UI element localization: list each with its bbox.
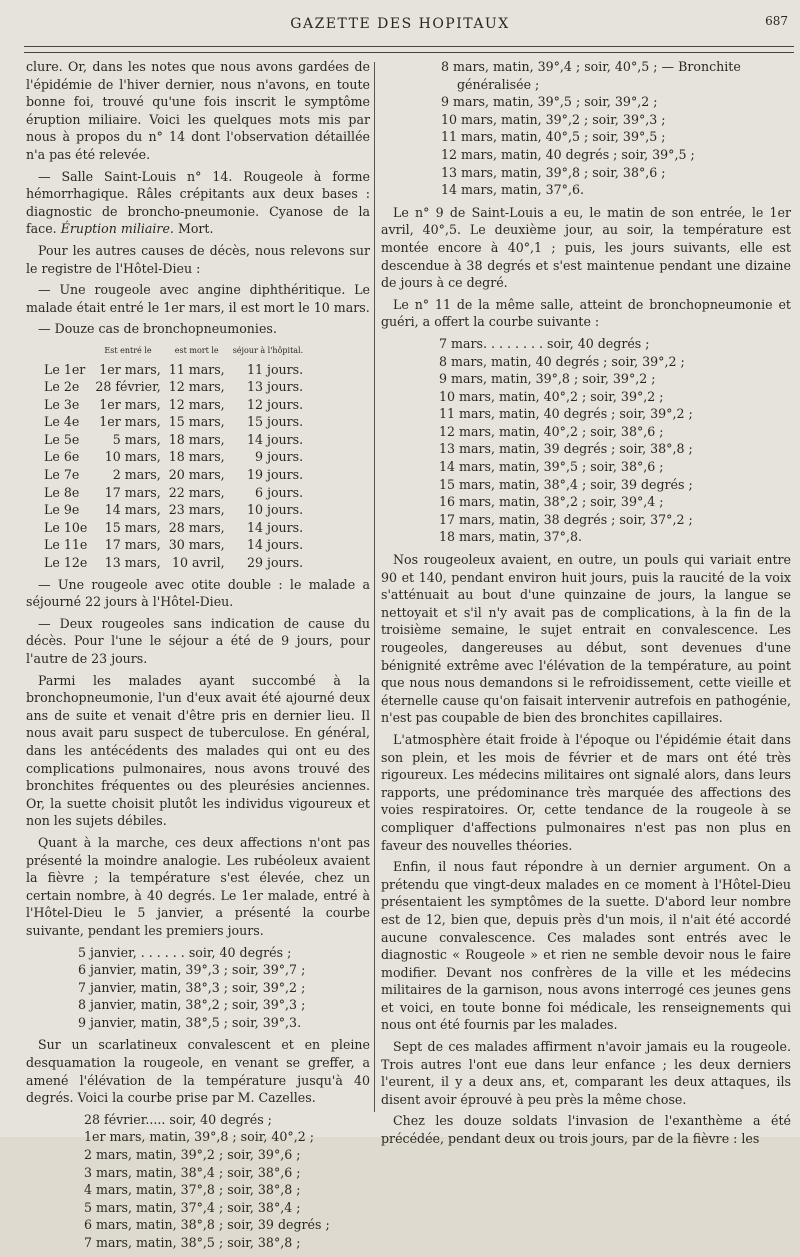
paragraph: L'atmosphère était froide à l'époque ou l'épidémie était dans son plein, et les mois de février et de mars ont été très rigoureux. Les médecins militaires ont signalé alors, dans leurs rapports, une prédominance très marquée des affections des voies respiratoires. Or, cette tendance de la rougeole à se compliquer d'affections pulmonaires n'est pas non plus en faveur des nouvelles théories.	[381, 731, 791, 853]
curve-line: 12 mars, matin, 40 degrés ; soir, 39°,5 ;	[441, 146, 695, 162]
curve-line: 16 mars, matin, 38°,2 ; soir, 39°,4 ;	[439, 494, 664, 510]
table-cell: Le 8e	[44, 484, 80, 500]
curve-line: 1er mars, matin, 39°,8 ; soir, 40°,2 ;	[84, 1129, 314, 1145]
curve-line: 11 mars, matin, 40 degrés ; soir, 39°,2 ;	[439, 406, 693, 422]
curve-line: 9 mars, matin, 39°,5 ; soir, 39°,2 ;	[441, 94, 658, 110]
curve-line: 7 janvier, matin, 38°,3 ; soir, 39°,2 ;	[78, 979, 306, 995]
paragraph: — Deux rougeoles sans indication de cause du décès. Pour l'une le séjour a été de 9 jours, pour l'autre de 23 jours.	[26, 615, 370, 666]
paragraph: Chez les douze soldats l'invasion de l'exanthème a été précédée, pendant deux ou trois jours, par de la fièvre : les	[381, 1113, 791, 1147]
curve-line: 2 mars, matin, 39°,2 ; soir, 39°,6 ;	[84, 1147, 301, 1163]
table-cell: 10 jours.	[247, 502, 304, 518]
table-body	[40, 361, 307, 572]
curve-line: 6 mars, matin, 38°,8 ; soir, 39 degrés ;	[84, 1217, 330, 1233]
curve-line: 15 mars, matin, 38°,4 ; soir, 39 degrés ;	[439, 476, 693, 492]
curve-line: 3 mars, matin, 38°,4 ; soir, 38°,6 ;	[84, 1164, 301, 1180]
table-row	[40, 378, 307, 396]
paragraph: Pour les autres causes de décès, nous relevons sur le registre de l'Hôtel-Dieu :	[26, 242, 370, 276]
curve-line: 14 mars, matin, 37°,6.	[441, 182, 584, 198]
table-row	[40, 554, 307, 572]
curve-line: 13 mars, matin, 39 degrés ; soir, 38°,8 ;	[439, 441, 693, 457]
temperature-curve-3	[381, 335, 791, 546]
paragraph: Sept de ces malades affirment n'avoir jamais eu la rougeole. Trois autres l'ont eue dans leur enfance ; les deux derniers l'eurent, il y a deux ans, et, comparant les deux attaques, ils disent avoir éprouvé à peu près la même chose.	[381, 1039, 791, 1107]
paragraph: — Une rougeole avec otite double : le malade a séjourné 22 jours à l'Hôtel-Dieu.	[26, 576, 370, 610]
table-cell: 12 mars,	[168, 379, 225, 395]
table-row	[40, 361, 307, 379]
paragraph: clure. Or, dans les notes que nous avons gardées de l'épidémie de l'hiver dernier, nous n'avons, en toute bonne foi, trouvé qu'une fois inscrit le symptôme éruption miliaire. Voici les quelques mots mis par nous à propos du n° 14 dont l'observation détaillée n'a pas été relevée.	[26, 59, 370, 162]
table-cell: 23 mars,	[168, 502, 225, 518]
curve-line: 4 mars, matin, 37°,8 ; soir, 38°,8 ;	[84, 1182, 301, 1198]
table-cell: 14 jours.	[247, 537, 304, 553]
table-cell: 1er mars,	[99, 361, 161, 377]
table-cell: 30 mars,	[168, 537, 225, 553]
table-row	[40, 484, 307, 502]
paragraph: Nos rougeoleux avaient, en outre, un pouls qui variait entre 90 et 140, pendant environ huit jours, puis la raucité de la voix s'atténuait au bout d'une quinzaine de jours, la langue se nettoyait et s'il n'y avait pas de complications, à la fin de la troisième semaine, le sujet entrait en convalescence. Les rougeoles, dangereuses au début, sont devenues d'une bénignité extrême avec l'élévation de la température, au point que nous nous demandons si le refroidissement, cette vieille et éternelle cause qu'on faisait intervenir autrefois en pathogénie, n'est pas coupable de bien des bronchites capillaires.	[381, 552, 791, 726]
table-cell: Le 4e	[44, 414, 80, 430]
table-cell: Le 2e	[44, 379, 80, 395]
curve-line: 5 mars, matin, 37°,4 ; soir, 38°,4 ;	[84, 1199, 301, 1215]
table-cell: 12 mars,	[168, 396, 225, 412]
table-cell: Le 1er	[44, 361, 86, 377]
table-cell: 13 mars,	[104, 555, 161, 571]
table-cell: 17 mars,	[104, 537, 161, 553]
bronchopneumonia-table	[40, 342, 307, 572]
table-cell: 6 jours.	[255, 484, 304, 500]
curve-line: 8 mars, matin, 39°,4 ; soir, 40°,5 ; — Bronchite généralisée ;	[441, 59, 741, 92]
temperature-curve-1	[26, 944, 370, 1032]
table-cell: 18 mars,	[168, 449, 225, 465]
page-header	[0, 14, 800, 38]
paragraph-case-14	[26, 168, 370, 238]
right-column	[381, 58, 791, 1152]
paragraph: Le n° 11 de la même salle, atteint de bronchopneumonie et guéri, a offert la courbe suivante :	[381, 296, 791, 330]
paragraph: — Une rougeole avec angine diphthéritique. Le malade était entré le 1er mars, il est mort le 10 mars.	[26, 282, 370, 315]
case-emphasis: Éruption miliaire.	[60, 221, 174, 237]
curve-line: 18 mars, matin, 37°,8.	[439, 529, 582, 545]
running-title: GAZETTE DES HOPITAUX	[290, 16, 510, 32]
table-cell: 2 mars,	[112, 467, 161, 483]
paragraph: Quant à la marche, ces deux affections n'ont pas présenté la moindre analogie. Les rubéoleux avaient la fièvre ; la température s'est élevée, chez un certain nombre, à 40 degrés. Le 1er malade, entré à l'Hôtel-Dieu le 5 janvier, a présenté la courbe suivante, pendant les premiers jours.	[26, 834, 370, 938]
curve-line: 7 mars, matin, 38°,5 ; soir, 38°,8 ;	[84, 1235, 301, 1250]
table-cell: 28 février,	[95, 379, 161, 395]
table-cell: 14 mars,	[104, 502, 161, 518]
paragraph: — Douze cas de bronchopneumonies.	[38, 321, 277, 337]
table-cell: 15 mars,	[168, 414, 225, 430]
table-cell: 15 mars,	[104, 519, 161, 535]
table-cell: 13 jours.	[247, 379, 304, 395]
table-row	[40, 396, 307, 414]
temperature-curve-2	[26, 1111, 370, 1252]
left-column	[26, 58, 370, 1257]
curve-line: 13 mars, matin, 39°,8 ; soir, 38°,6 ;	[441, 164, 666, 180]
table-cell: 19 jours.	[247, 467, 304, 483]
table-cell: 11 jours.	[247, 361, 304, 377]
table-cell: Le 12e	[44, 555, 88, 571]
paragraph: Parmi les malades ayant succombé à la bronchopneumonie, l'un d'eux avait été ajourné deux ans de suite et venait d'être pris en dernier lieu. Il nous avait paru suspect de tuberculose. En général, dans les antécédents des malades qui ont eu des complications pulmonaires, nous avons trouvé des bronchites fréquentes ou des pleurésies anciennes. Or, la suette choisit plutôt les individus vigoureux et non les sujets débiles.	[26, 672, 370, 829]
curve-line: 9 janvier, matin, 38°,5 ; soir, 39°,3.	[78, 1014, 302, 1030]
curve-line: 9 mars, matin, 39°,8 ; soir, 39°,2 ;	[439, 371, 656, 387]
curve-line: 28 février..... soir, 40 degrés ;	[84, 1111, 272, 1127]
paragraph: Sur un scarlatineux convalescent et en pleine desquamation la rougeole, en venant se greffer, a amené l'élévation de la température jusqu'à 40 degrés. Voici la courbe prise par M. Cazelles.	[26, 1037, 370, 1106]
curve-line: 5 janvier, . . . . . . soir, 40 degrés ;	[78, 944, 292, 960]
table-cell: 17 mars,	[104, 484, 161, 500]
curve-line: 14 mars, matin, 39°,5 ; soir, 38°,6 ;	[439, 459, 664, 475]
table-cell: Le 9e	[44, 502, 80, 518]
table-cell: 1er mars,	[99, 396, 161, 412]
column-header: séjour à l'hôpital.	[232, 345, 304, 355]
paragraph: Le n° 9 de Saint-Louis a eu, le matin de son entrée, le 1er avril, 40°,5. Le deuxième jour, au soir, la température est montée encore à 40°,1 ; puis, les jours suivants, elle est descendue à 38 degrés et s'est maintenue pendant une dizaine de jours à ce degré.	[381, 204, 791, 291]
table-cell: 28 mars,	[168, 519, 225, 535]
table-cell: Le 3e	[44, 396, 80, 412]
table-cell: 9 jours.	[255, 449, 304, 465]
curve-line: 10 mars, matin, 40°,2 ; soir, 39°,2 ;	[439, 388, 664, 404]
table-row	[40, 466, 307, 484]
case-text: — Salle Saint-Louis n° 14. Rougeole à forme hémorrhagique. Râles crépitants aux deux bases : diagnostic de broncho-pneumonie. Cyanose de la face.	[26, 168, 370, 237]
column-header: est mort le	[174, 345, 219, 355]
table-cell: 1er mars,	[99, 414, 161, 430]
table-row	[40, 536, 307, 554]
table-cell: 20 mars,	[168, 467, 225, 483]
curve-line: 10 mars, matin, 39°,2 ; soir, 39°,3 ;	[441, 111, 666, 127]
curve-line: 7 mars. . . . . . . . soir, 40 degrés ;	[439, 335, 650, 351]
curve-line: 11 mars, matin, 40°,5 ; soir, 39°,5 ;	[441, 129, 666, 145]
table-row	[40, 519, 307, 537]
table-cell: 15 jours.	[247, 414, 304, 430]
curve-line: 8 janvier, matin, 38°,2 ; soir, 39°,3 ;	[78, 997, 306, 1013]
table-cell: 29 jours.	[247, 555, 304, 571]
curve-line: 6 janvier, matin, 39°,3 ; soir, 39°,7 ;	[78, 962, 306, 978]
table-row	[40, 501, 307, 519]
table-cell: 18 mars,	[168, 431, 225, 447]
table-row	[40, 431, 307, 449]
table-cell: 14 jours.	[247, 519, 304, 535]
case-end: Mort.	[177, 221, 214, 237]
table-cell: Le 11e	[44, 537, 88, 553]
table-row	[40, 413, 307, 431]
table-cell: 10 avril,	[171, 555, 225, 571]
table-cell: Le 6e	[44, 449, 80, 465]
table-cell: 11 mars,	[168, 361, 225, 377]
curve-line: 8 mars, matin, 40 degrés ; soir, 39°,2 ;	[439, 353, 685, 369]
table-cell: 10 mars,	[104, 449, 161, 465]
table-row	[40, 448, 307, 466]
paragraph: Enfin, il nous faut répondre à un dernier argument. On a prétendu que vingt-deux malades en ce moment à l'Hôtel-Dieu présentaient les symptômes de la suette. D'abord leur nombre est de 12, bien que, depuis près d'un mois, il n'ait été accordé aucune convalescence. Ces malades sont entrés avec le diagnostic « Rougeole » et rien ne semble devoir nous le faire modifier. Devant nos confrères de la ville et les médecins militaires de la garnison, nous avons interrogé ces jeunes gens et voici, en toute bonne foi médicale, les renseignements qui nous ont été fournis par les malades.	[381, 859, 791, 1033]
table-cell: 5 mars,	[112, 431, 161, 447]
table-cell: Le 5e	[44, 431, 80, 447]
curve-line: 17 mars, matin, 38 degrés ; soir, 37°,2 ;	[439, 511, 693, 527]
column-header: Est entré le	[104, 345, 152, 355]
page-number: 687	[765, 14, 788, 28]
table-cell: 14 jours.	[247, 431, 304, 447]
temperature-curve-2-continued	[381, 58, 791, 199]
table-header-row	[40, 342, 307, 361]
header-rule	[24, 46, 794, 53]
table-cell: 12 jours.	[247, 396, 304, 412]
table-cell: Le 7e	[44, 467, 80, 483]
table-cell: Le 10e	[44, 519, 88, 535]
table-cell: 22 mars,	[168, 484, 225, 500]
curve-line: 12 mars, matin, 40°,2 ; soir, 38°,6 ;	[439, 423, 664, 439]
column-divider	[374, 62, 375, 1112]
